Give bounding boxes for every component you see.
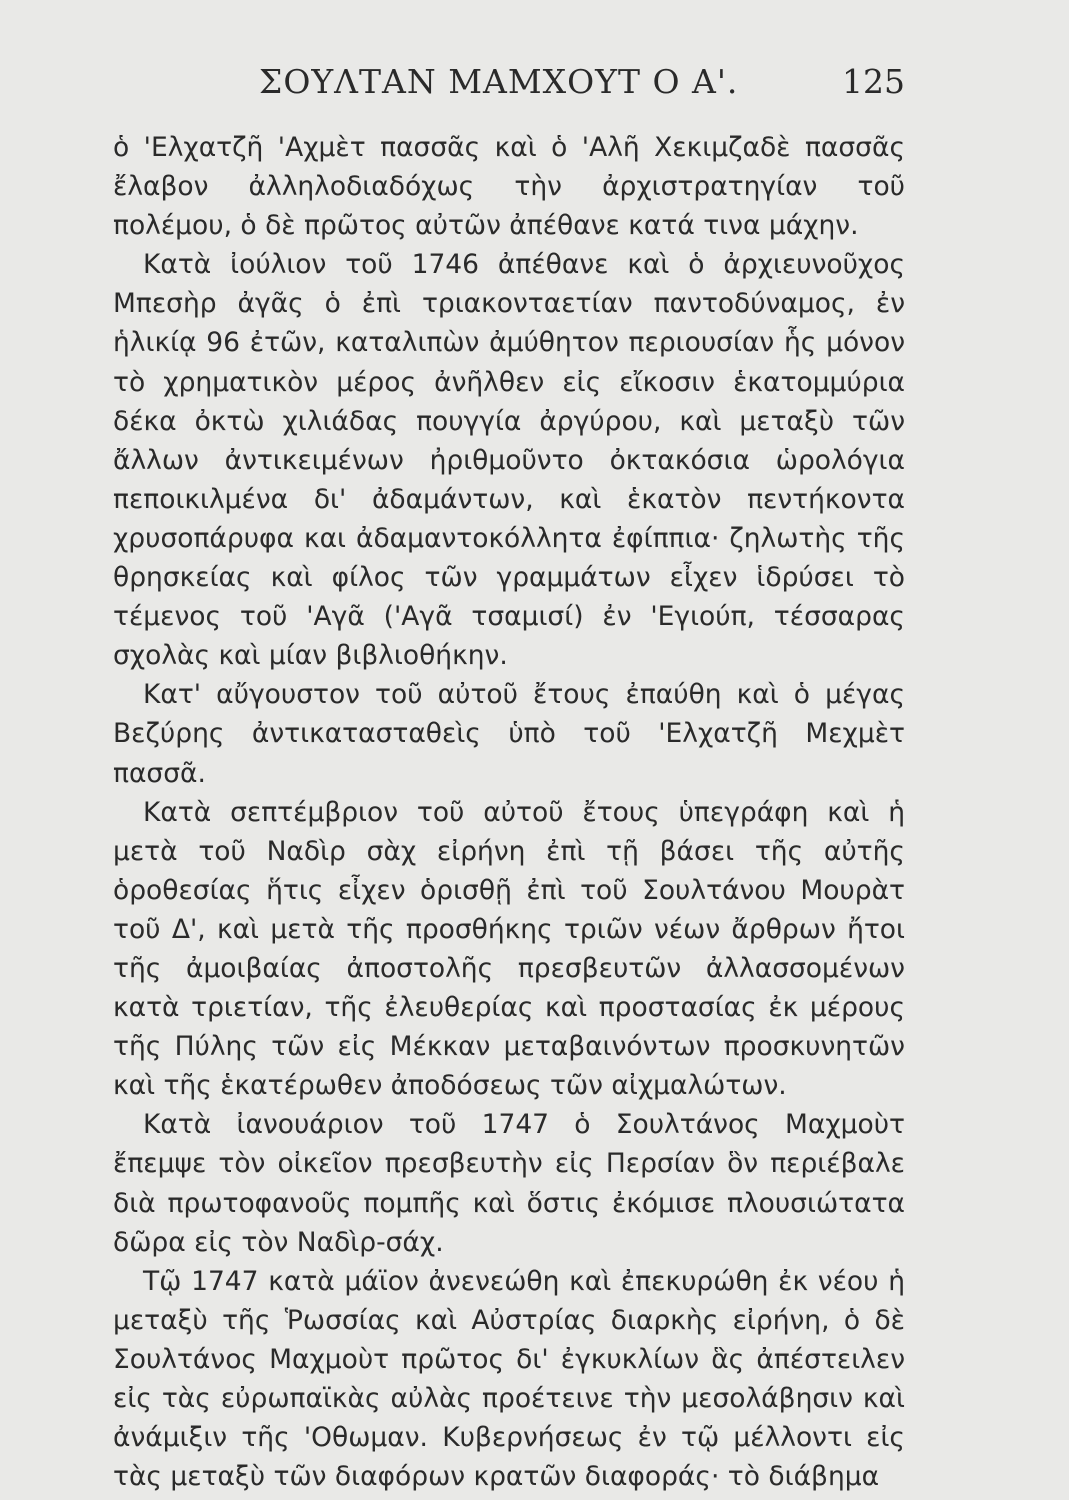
paragraph: Κατὰ σεπτέμβριον τοῦ αὐτοῦ ἔτους ὑπεγράφη καὶ ἡ μετὰ τοῦ Ναδὶρ σὰχ εἰρήνη ἐπὶ τῇ βάσει τῆς αὐτῆς ὁροθεσίας ἥτις εἶχεν ὁρισθῇ ἐπὶ τοῦ Σουλτάνου Μουρὰτ τοῦ Δ', καὶ μετὰ τῆς προσθήκης τριῶν νέων ἄρθρων ἤτοι τῆς ἀμοιβαίας ἀποστολῆς πρεσβευτῶν ἀλλασσομένων κατὰ τριετίαν, τῆς ἐλευθερίας καὶ προστασίας ἐκ μέρους τῆς Πύλης τῶν εἰς Μέκκαν μεταβαινόντων προσκυνητῶν καὶ τῆς ἑκατέρωθεν ἀποδόσεως τῶν αἰχμαλώτων. bbox=[113, 796, 905, 1102]
paragraph: ὁ 'Ελχατζῆ 'Αχμὲτ πασσᾶς καὶ ὁ 'Αλῆ Χεκιμζαδὲ πασσᾶς ἔλαβον ἀλληλοδιαδόχως τὴν ἀρχιστρατηγίαν τοῦ πολέμου, ὁ δὲ πρῶτος αὐτῶν ἀπέθανε κατά τινα μάχην. bbox=[113, 132, 905, 242]
paragraph: Κατ' αὔγουστον τοῦ αὐτοῦ ἔτους ἐπαύθη καὶ ὁ μέγας Βεζύρης ἀντικατασταθεὶς ὑπὸ τοῦ 'Ελχατζῆ Μεχμὲτ πασσᾶ. bbox=[113, 679, 905, 789]
paragraph: Τῷ 1747 κατὰ μάϊον ἀνενεώθη καὶ ἐπεκυρώθη ἐκ νέου ἡ μεταξὺ τῆς Ῥωσσίας καὶ Αὐστρίας διαρκὴς εἰρήνη, ὁ δὲ Σουλτάνος Μαχμοὺτ πρῶτος δι' ἐγκυκλίων ἃς ἀπέστειλεν εἰς τὰς εὐρωπαϊκὰς αὐλὰς προέτεινε τὴν μεσολάβησιν καὶ ἀνάμιξιν τῆς 'Οθωμαν. Κυβερνήσεως ἐν τῷ μέλλοντι εἰς τὰς μεταξὺ τῶν διαφόρων κρατῶν διαφοράς· τὸ διάβημα bbox=[113, 1265, 905, 1493]
page-body bbox=[113, 128, 905, 1496]
page-header bbox=[113, 62, 905, 112]
page-number: 125 bbox=[842, 62, 905, 101]
paragraph: Κατὰ ἰανουάριον τοῦ 1747 ὁ Σουλτάνος Μαχμοὺτ ἔπεμψε τὸν οἰκεῖον πρεσβευτὴν εἰς Περσίαν ὃν περιέβαλε διὰ πρωτοφανοῦς πομπῆς καὶ ὅστις ἐκόμισε πλουσιώτατα δῶρα εἰς τὸν Ναδὶρ-σάχ. bbox=[113, 1109, 905, 1258]
running-title: ΣΟΥΛΤΑΝ ΜΑΜΧΟΥΤ Ο Α'. bbox=[259, 62, 739, 101]
paragraph: Κατὰ ἰούλιον τοῦ 1746 ἀπέθανε καὶ ὁ ἀρχιευνοῦχος Μπεσὴρ ἀγᾶς ὁ ἐπὶ τριακονταετίαν παντοδύναμος, ἐν ἡλικίᾳ 96 ἐτῶν, καταλιπὼν ἀμύθητον περιουσίαν ἧς μόνον τὸ χρηματικὸν μέρος ἀνῆλθεν εἰς εἴκοσιν ἑκατομμύρια δέκα ὀκτὼ χιλιάδας πουγγία ἀργύρου, καὶ μεταξὺ τῶν ἄλλων ἀντικειμένων ἠριθμοῦντο ὀκτακόσια ὡρολόγια πεποικιλμένα δι' ἀδαμάντων, καὶ ἑκατὸν πεντήκοντα χρυσοπάρυφα και ἀδαμαντοκόλλητα ἐφίππια· ζηλωτὴς τῆς θρησκείας καὶ φίλος τῶν γραμμάτων εἶχεν ἱδρύσει τὸ τέμενος τοῦ 'Αγᾶ ('Αγᾶ τσαμισί) ἐν 'Εγιούπ, τέσσαρας σχολὰς καὶ μίαν βιβλιοθήκην. bbox=[113, 249, 905, 672]
